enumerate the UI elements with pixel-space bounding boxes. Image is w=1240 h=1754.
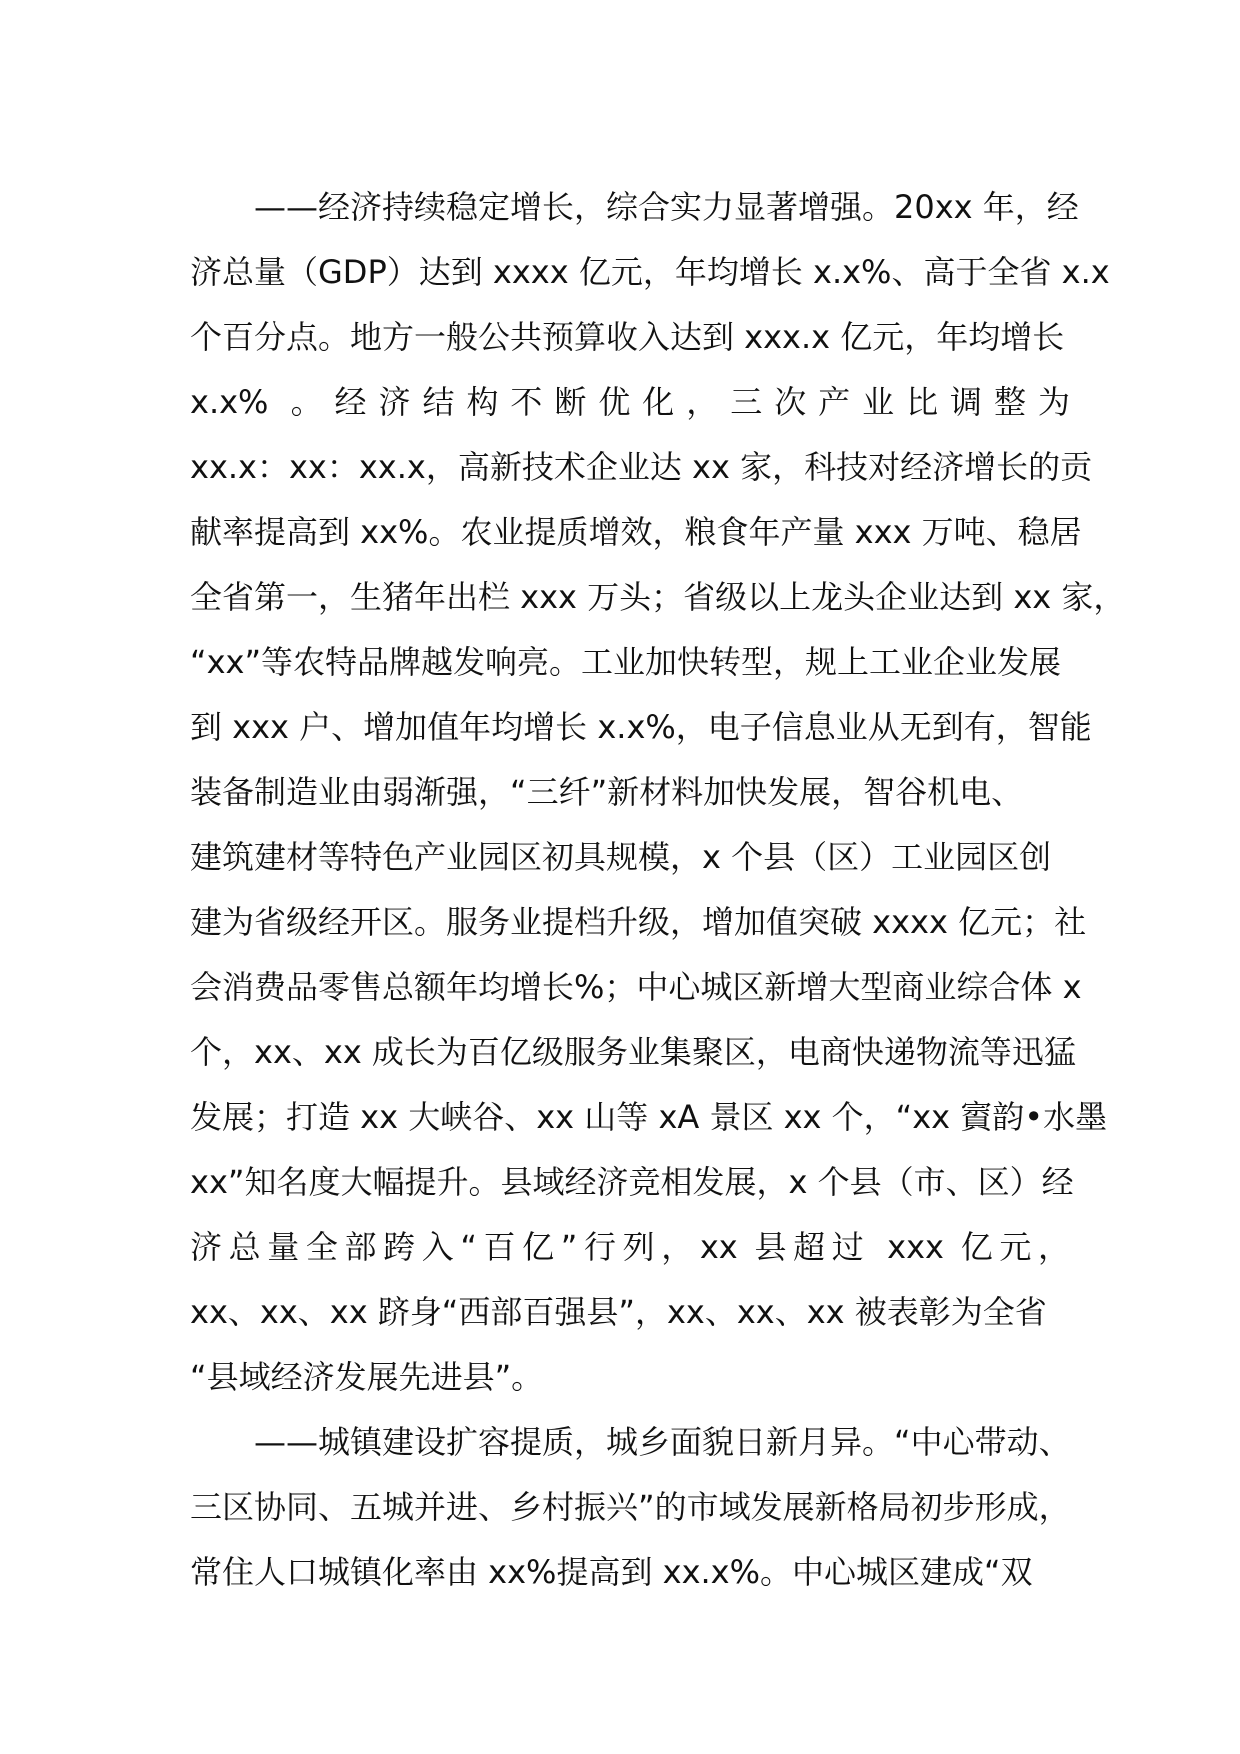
text-line: 建为省级经开区。服务业提档升级，增加值突破 xxxx 亿元；社 [190, 903, 1087, 941]
text-line: 全省第一，生猪年出栏 xxx 万头；省级以上龙头企业达到 xx 家， [190, 578, 1126, 616]
text-line: 会消费品零售总额年均增长%；中心城区新增大型商业综合体 x [190, 968, 1082, 1006]
text-line: 济总量全部跨入“百亿”行列，xx 县超过 xxx 亿元， [190, 1228, 1070, 1266]
text-line: “县域经济发展先进县”。 [190, 1358, 544, 1396]
text-line: 济总量（GDP）达到 xxxx 亿元，年均增长 x.x%、高于全省 x.x [190, 253, 1110, 291]
text-line: xx.x：xx：xx.x，高新技术企业达 xx 家，科技对经济增长的贡 [190, 448, 1093, 486]
text-line: 献率提高到 xx%。农业提质增效，粮食年产量 xxx 万吨、稳居 [190, 513, 1082, 551]
text-line: “xx”等农特品牌越发响亮。工业加快转型，规上工业企业发展 [190, 643, 1062, 681]
body-text [190, 175, 1126, 1605]
text-line: xx”知名度大幅提升。县域经济竞相发展，x 个县（市、区）经 [190, 1163, 1074, 1201]
text-line: 到 xxx 户、增加值年均增长 x.x%，电子信息业从无到有，智能 [190, 708, 1092, 746]
text-line: ——城镇建设扩容提质，城乡面貌日新月异。“中心带动、 [254, 1423, 1071, 1461]
text-line: 装备制造业由弱渐强，“三纤”新材料加快发展，智谷机电、 [190, 773, 1024, 811]
text-line: 个，xx、xx 成长为百亿级服务业集聚区，电商快递物流等迅猛 [190, 1033, 1076, 1071]
text-line: 常住人口城镇化率由 xx%提高到 xx.x%。中心城区建成“双 [190, 1553, 1033, 1591]
text-line: 个百分点。地方一般公共预算收入达到 xxx.x 亿元，年均增长 [190, 318, 1065, 356]
text-line: ——经济持续稳定增长，综合实力显著增强。20xx 年，经 [254, 188, 1079, 226]
text-line: 建筑建材等特色产业园区初具规模，x 个县（区）工业园区创 [190, 838, 1052, 876]
text-line: x.x% 。经济结构不断优化，三次产业比调整为 [190, 383, 1070, 421]
text-line: xx、xx、xx 跻身“西部百强县”，xx、xx、xx 被表彰为全省 [190, 1293, 1047, 1331]
text-line: 发展；打造 xx 大峡谷、xx 山等 xA 景区 xx 个，“xx 賨韵•水墨 [190, 1098, 1108, 1136]
text-line: 三区协同、五城并进、乡村振兴”的市域发展新格局初步形成， [190, 1488, 1071, 1526]
